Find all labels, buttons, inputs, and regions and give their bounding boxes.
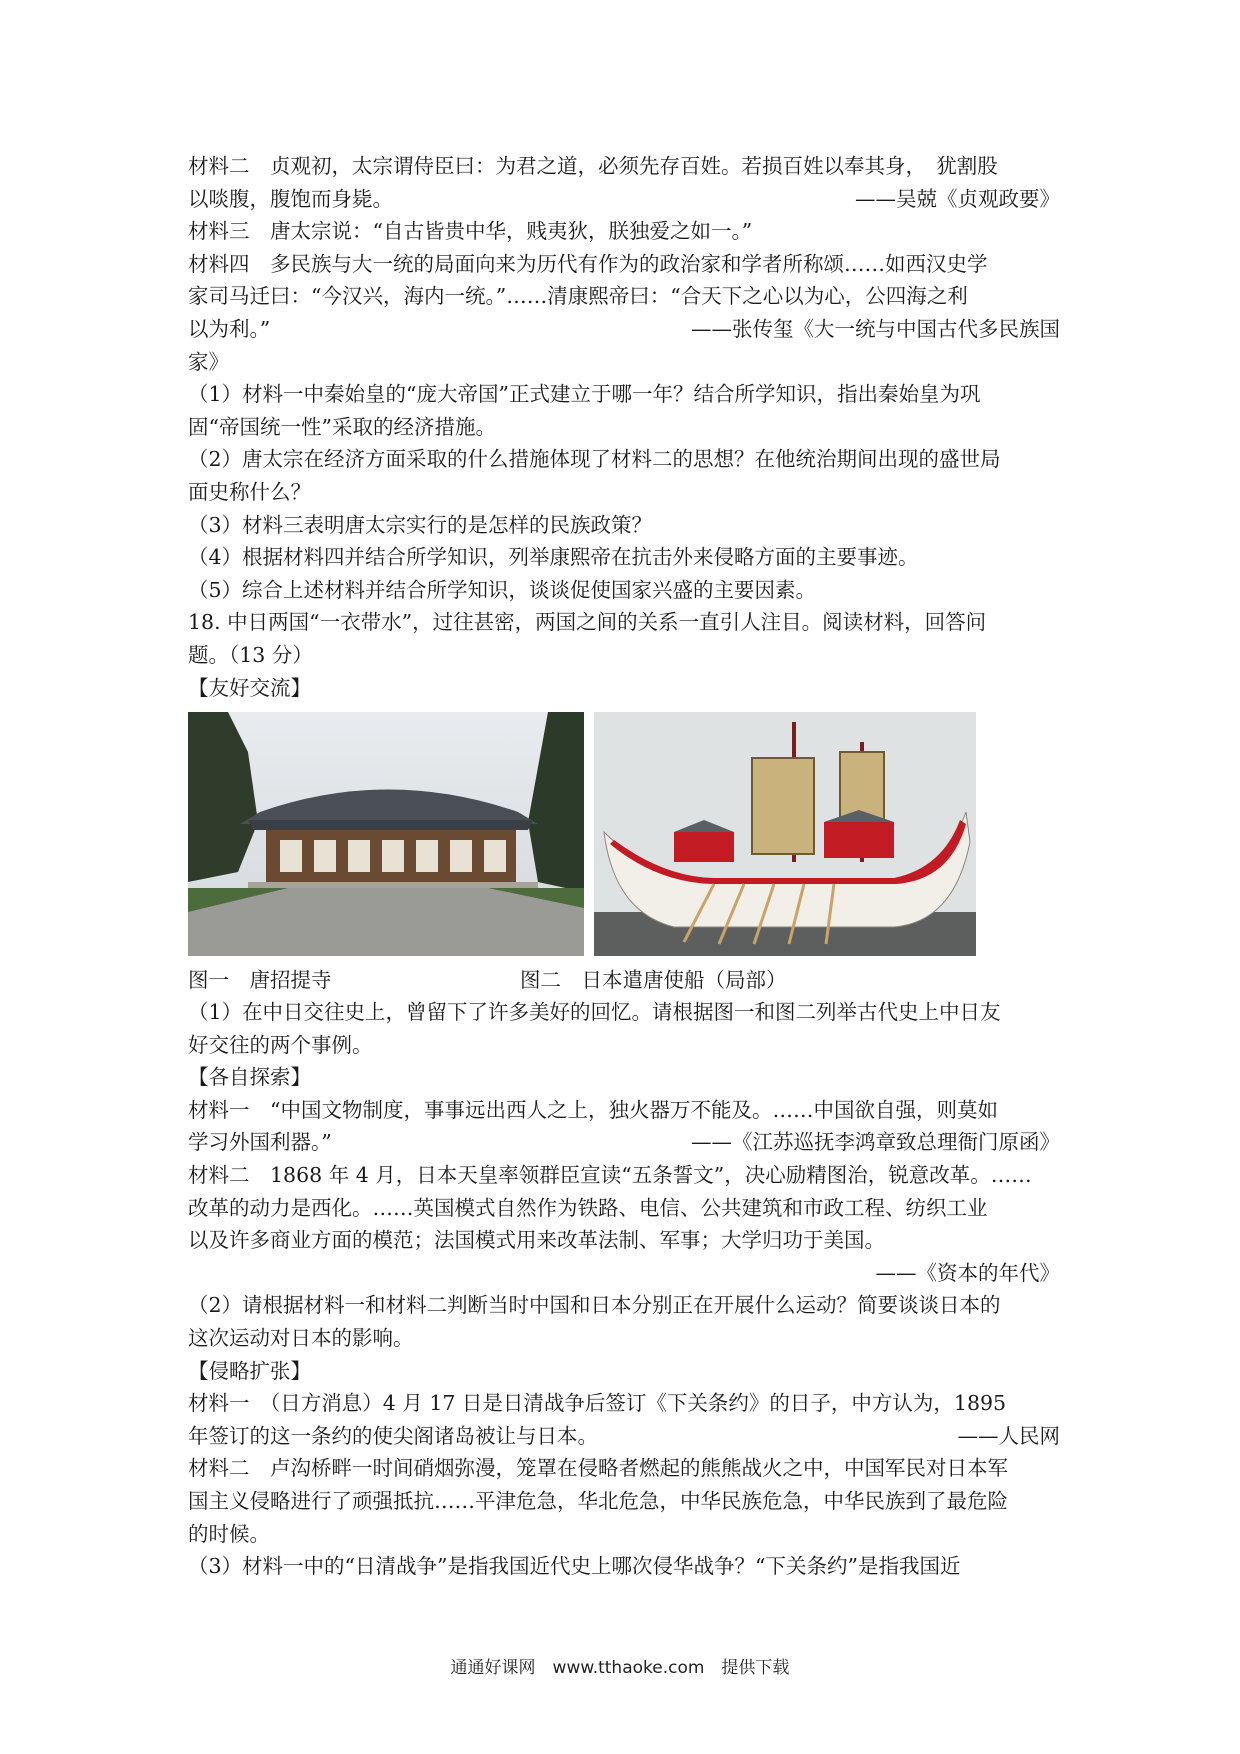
invasion-material2-line3: 的时候。	[188, 1521, 270, 1546]
material2-source: ——吴兢《贞观政要》	[855, 186, 1060, 211]
problem18-line1: 18. 中日两国“一衣带水”，过往甚密，两国之间的关系一直引人注目。阅读材料，回答问	[188, 610, 987, 635]
question5-line: （5）综合上述材料并结合所学知识，谈谈促使国家兴盛的主要因素。	[188, 577, 817, 602]
subquestion2-line2: 这次运动对日本的影响。	[188, 1326, 414, 1351]
section-exploration: 【各自探索】	[188, 1065, 311, 1090]
figure-row	[188, 712, 1060, 958]
explore-material2-line3: 以及许多商业方面的模范；法国模式用来改革法制、军事；大学归功于美国。	[188, 1228, 885, 1253]
question2-line1: （2）唐太宗在经济方面采取的什么措施体现了材料二的思想？在他统治期间出现的盛世局	[188, 447, 1001, 472]
material4-line1: 材料四 多民族与大一统的局面向来为历代有作为的政治家和学者所称颂……如西汉史学	[188, 251, 988, 276]
material2-line2: 以啖腹，腹饱而身毙。	[188, 186, 393, 211]
material2-line1: 材料二 贞观初，太宗谓侍臣曰：为君之道，必须先存百姓。若损百姓以奉其身， 犹割股	[188, 154, 998, 178]
explore-material1-source: ——《江苏巡抚李鸿章致总理衙门原函》	[691, 1130, 1060, 1155]
subquestion3-line1: （3）材料一中的“日清战争”是指我国近代史上哪次侵华战争？“下关条约”是指我国近	[188, 1554, 961, 1579]
explore-material2-source: ——《资本的年代》	[875, 1260, 1060, 1285]
section-aggression: 【侵略扩张】	[188, 1358, 311, 1383]
invasion-material1-source: ——人民网	[957, 1423, 1060, 1448]
section-friendly-exchange: 【友好交流】	[188, 675, 311, 700]
question1-line2: 固“帝国统一性”采取的经济措施。	[188, 414, 496, 439]
material4-line2: 家司马迁曰：“今汉兴，海内一统。”……清康熙帝曰：“合天下之心以为心，公四海之利	[188, 284, 968, 309]
caption-figure1: 图一 唐招提寺	[188, 968, 332, 993]
subquestion2-line1: （2）请根据材料一和材料二判断当时中国和日本分别正在开展什么运动？简要谈谈日本的	[188, 1293, 1001, 1318]
question1-line1: （1）材料一中秦始皇的“庞大帝国”正式建立于哪一年？结合所学知识，指出秦始皇为巩	[188, 382, 981, 407]
explore-material2-line2: 改革的动力是西化。……英国模式自然作为铁路、电信、公共建筑和市政工程、纺织工业	[188, 1195, 988, 1220]
question2-line2: 面史称什么？	[188, 479, 311, 504]
problem18-line2: 题。（13 分）	[188, 642, 313, 667]
page-footer: 通通好课网 www.tthaoke.com 提供下载	[450, 1658, 790, 1678]
question4-line: （4）根据材料四并结合所学知识，列举康熙帝在抗击外来侵略方面的主要事迹。	[188, 545, 919, 570]
material4-line4: 家》	[188, 349, 229, 374]
explore-material1-line2: 学习外国利器。”	[188, 1130, 332, 1155]
material4-source: ——张传玺《大一统与中国古代多民族国	[691, 316, 1060, 341]
material3-line: 材料三 唐太宗说：“自古皆贵中华，贱夷狄，朕独爱之如一。”	[188, 219, 753, 244]
caption-figure2: 图二 日本遣唐使船（局部）	[520, 968, 787, 993]
page-content	[188, 150, 1060, 1583]
explore-material2-line1: 材料二 1868 年 4 月，日本天皇率领群臣宣读“五条誓文”，决心励精图治，锐意改革。……	[188, 1163, 1032, 1188]
invasion-material2-line1: 材料二 卢沟桥畔一时间硝烟弥漫，笼罩在侵略者燃起的熊熊战火之中，中国军民对日本军	[188, 1456, 1008, 1481]
subquestion1-line2: 好交往的两个事例。	[188, 1032, 373, 1057]
temple-photo	[188, 712, 584, 956]
material4-line3: 以为利。”	[188, 316, 271, 341]
question3-line: （3）材料三表明唐太宗实行的是怎样的民族政策？	[188, 512, 653, 537]
invasion-material2-line2: 国主义侵略进行了顽强抵抗……平津危急，华北危急，中华民族危急，中华民族到了最危险	[188, 1489, 1008, 1513]
invasion-material1-line1: 材料一 （日方消息）4 月 17 日是日清战争后签订《下关条约》的日子，中方认为，1895	[188, 1391, 1007, 1416]
subquestion1-line1: （1）在中日交往史上，曾留下了许多美好的回忆。请根据图一和图二列举古代史上中日友	[188, 1000, 1001, 1025]
ship-photo	[594, 712, 976, 956]
explore-material1-line1: 材料一 “中国文物制度，事事远出西人之上，独火器万不能及。……中国欲自强，则莫如	[188, 1097, 998, 1122]
figure-captions	[188, 964, 1060, 996]
invasion-material1-line2: 年签订的这一条约的使尖阁诸岛被让与日本。	[188, 1423, 598, 1448]
